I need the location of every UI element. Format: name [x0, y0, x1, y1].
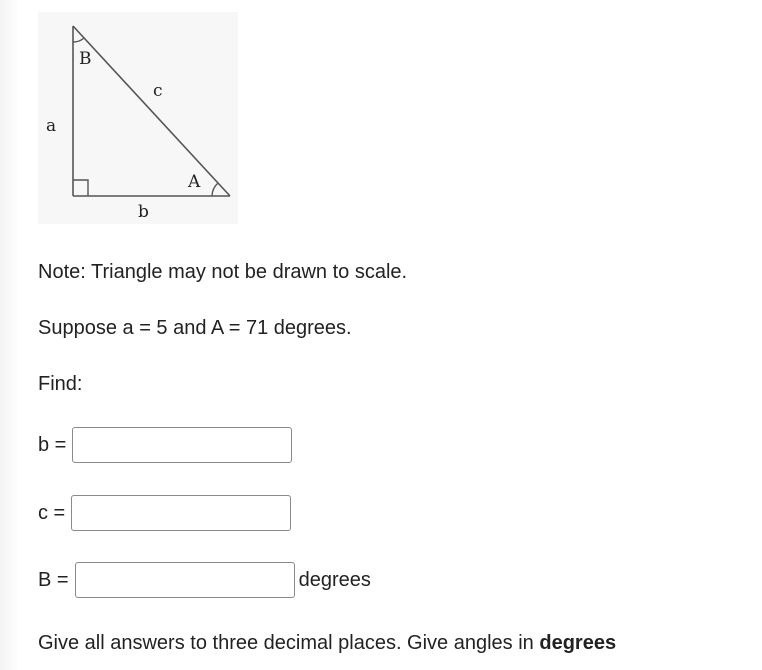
side-b-label: b — [138, 202, 149, 222]
angle-B-arc — [73, 38, 84, 42]
answer-angle-B-input[interactable] — [75, 562, 295, 598]
angle-A-label: A — [188, 172, 201, 192]
side-a-label: a — [46, 116, 57, 136]
answer-b-label: b = — [38, 433, 67, 456]
left-edge-shade — [0, 0, 20, 670]
side-c-label: c — [153, 81, 163, 101]
answer-row-b — [38, 427, 292, 463]
scale-note: Note: Triangle may not be drawn to scale. — [38, 261, 408, 283]
instructions-footer — [38, 631, 616, 655]
answer-angle-B-label: B = — [38, 568, 69, 591]
answer-c-label: c = — [38, 501, 66, 524]
angle-A-arc — [212, 183, 218, 196]
angle-B-label: B — [79, 49, 92, 69]
side-c-line — [73, 26, 230, 196]
given-values: Suppose a = 5 and A = 71 degrees. — [38, 317, 352, 339]
instructions-emphasis: degrees — [539, 632, 617, 654]
answer-row-angle-B — [38, 562, 371, 598]
answer-b-input[interactable] — [72, 427, 292, 463]
triangle-figure — [38, 12, 238, 224]
degrees-unit: degrees — [298, 568, 371, 591]
answer-row-c — [38, 495, 291, 531]
answer-c-input[interactable] — [71, 495, 291, 531]
right-angle-marker — [73, 180, 88, 196]
instructions-text: Give all answers to three decimal places. Give angles in — [38, 632, 540, 654]
triangle-diagram — [38, 12, 238, 224]
find-label: Find: — [38, 373, 83, 395]
